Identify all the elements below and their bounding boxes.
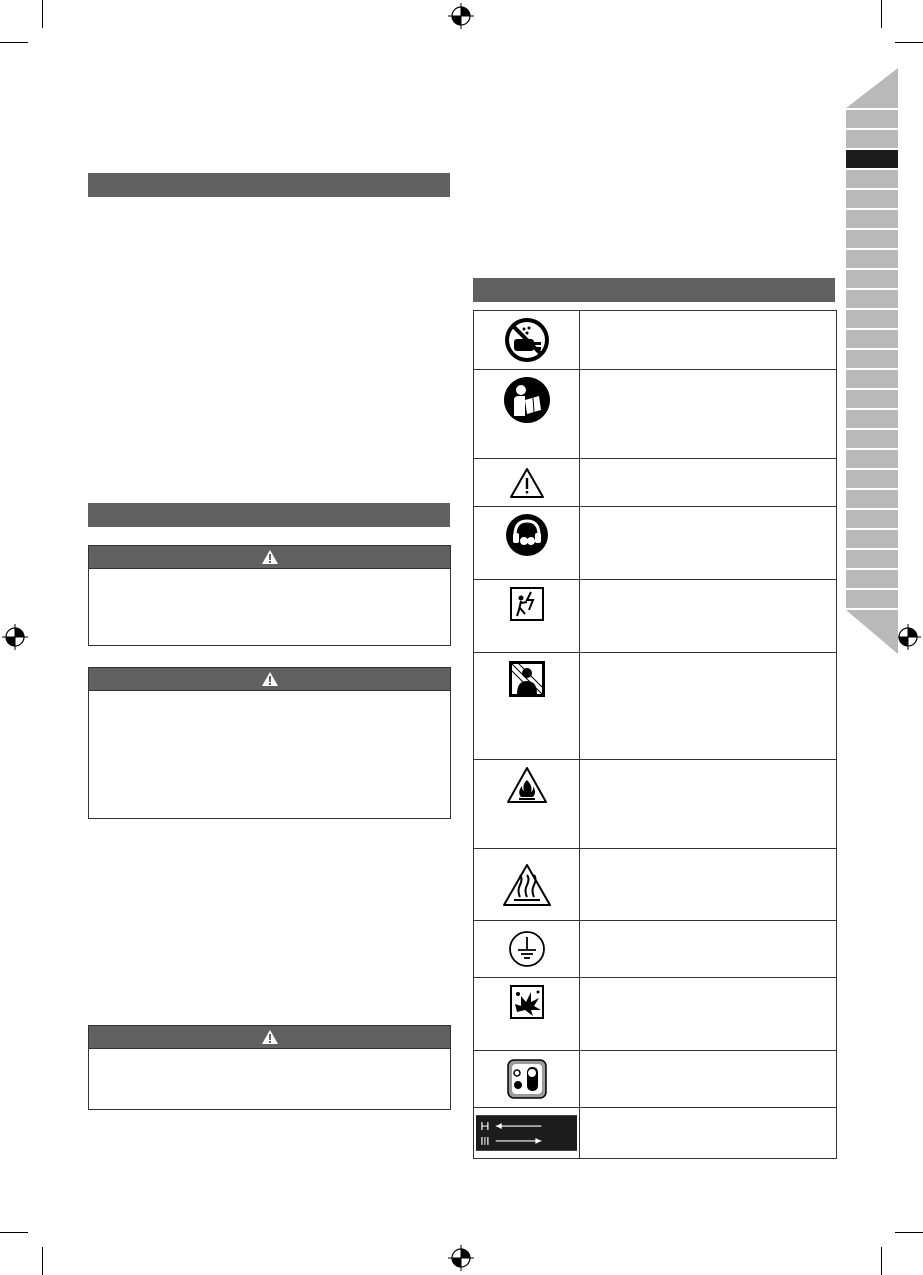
crop-mark-top-right-v (881, 0, 882, 28)
symbol-description (580, 370, 836, 458)
symbol-row (474, 507, 836, 580)
crop-mark-bottom-right-h (895, 1232, 923, 1233)
minimum-distance-icon (476, 1115, 577, 1151)
language-tab (846, 130, 898, 148)
language-tab (846, 370, 898, 388)
crop-mark-top-left-v (42, 0, 43, 28)
symbol-cell (474, 580, 580, 652)
language-tab (846, 390, 898, 408)
language-tab (846, 450, 898, 468)
symbol-description (580, 760, 836, 848)
registration-mark-left-icon (2, 624, 28, 650)
wear-eye-ear-protection-icon (505, 513, 549, 557)
symbol-description (580, 978, 836, 1050)
symbol-table (473, 310, 837, 1159)
choke-control-icon (507, 1059, 547, 1099)
crop-mark-top-left-h (0, 42, 28, 43)
symbol-cell (474, 1108, 580, 1158)
symbol-cell (474, 849, 580, 920)
language-tab (846, 350, 898, 368)
warning-header (89, 546, 450, 569)
electric-shock-hazard-icon (509, 586, 545, 622)
language-tab (846, 550, 898, 568)
language-tab (846, 210, 898, 228)
crop-mark-bottom-right-v (881, 1247, 882, 1275)
symbol-row (474, 921, 836, 978)
warning-header (89, 1026, 450, 1049)
language-tab (846, 490, 898, 508)
language-tab (846, 170, 898, 188)
symbol-cell (474, 1051, 580, 1107)
symbol-description (580, 459, 836, 506)
tab-strip-bottom-corner (846, 610, 898, 656)
symbol-cell (474, 978, 580, 1050)
crop-mark-bottom-left-h (0, 1232, 28, 1233)
language-tab (846, 570, 898, 588)
symbol-description (580, 653, 836, 759)
symbol-description (580, 1108, 836, 1158)
symbol-row (474, 1108, 836, 1158)
symbol-cell (474, 921, 580, 977)
tab-strip-top-corner (846, 68, 898, 110)
language-tab (846, 430, 898, 448)
symbol-cell (474, 370, 580, 458)
symbol-row (474, 653, 836, 760)
language-tab (846, 110, 898, 128)
language-tab (846, 410, 898, 428)
symbol-description (580, 1051, 836, 1107)
read-manual-icon (503, 376, 551, 424)
symbol-row (474, 849, 836, 921)
language-tab (846, 470, 898, 488)
language-tab-active (846, 150, 898, 168)
registration-mark-right-icon (895, 624, 921, 650)
section-header-bar-2 (88, 503, 450, 527)
hot-surface-icon (502, 863, 552, 907)
crop-mark-bottom-left-v (42, 1247, 43, 1275)
symbol-cell (474, 459, 580, 506)
symbol-description (580, 849, 836, 920)
warning-triangle-icon (261, 671, 279, 687)
symbol-description (580, 921, 836, 977)
explosion-hazard-icon (509, 984, 545, 1020)
language-tab (846, 250, 898, 268)
symbol-cell (474, 507, 580, 579)
symbol-description (580, 311, 836, 369)
warning-box-1 (88, 545, 451, 646)
symbol-row (474, 580, 836, 653)
language-tab-strip (846, 110, 898, 610)
warning-box-2 (88, 667, 451, 819)
language-tab (846, 590, 898, 608)
warning-box-3 (88, 1025, 451, 1110)
symbol-row (474, 1051, 836, 1108)
registration-mark-bottom-icon (448, 1245, 474, 1271)
crop-mark-top-right-h (895, 42, 923, 43)
symbol-row (474, 459, 836, 507)
language-tab (846, 310, 898, 328)
section-header-bar-1 (88, 173, 450, 197)
symbol-row (474, 370, 836, 459)
section-header-bar-symbols (473, 278, 835, 302)
warning-triangle-icon (261, 1029, 279, 1045)
symbol-cell (474, 311, 580, 369)
language-tab (846, 230, 898, 248)
language-tab (846, 530, 898, 548)
language-tab (846, 190, 898, 208)
symbol-cell (474, 653, 580, 759)
symbol-cell (474, 760, 580, 848)
language-tab (846, 330, 898, 348)
symbol-description (580, 580, 836, 652)
keep-bystanders-away-icon (507, 659, 547, 699)
symbol-row (474, 760, 836, 849)
warning-triangle-icon (261, 549, 279, 565)
symbol-row (474, 311, 836, 370)
symbol-description (580, 507, 836, 579)
fire-hazard-icon (506, 766, 548, 804)
language-tab (846, 290, 898, 308)
caution-triangle-icon (509, 467, 545, 499)
language-tab (846, 510, 898, 528)
protective-earth-icon (508, 930, 546, 968)
symbol-row (474, 978, 836, 1051)
no-water-spray-icon (504, 317, 550, 363)
warning-header (89, 668, 450, 691)
registration-mark-top-icon (448, 3, 474, 29)
language-tab (846, 270, 898, 288)
